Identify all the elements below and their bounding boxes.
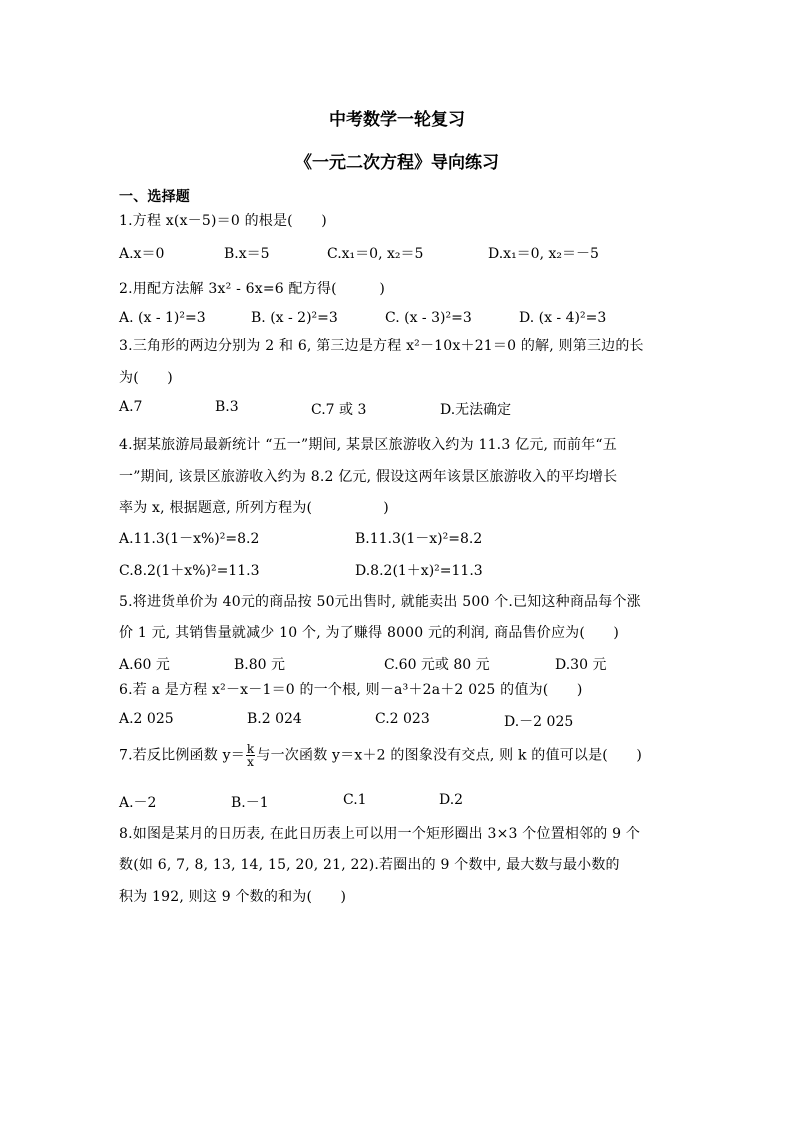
option-d: D.－2 025 xyxy=(504,714,574,730)
question-7-options xyxy=(119,792,719,812)
question-7-stem-post: 与一次函数 y＝x＋2 的图象没有交点, 则 k 的值可以是( ) xyxy=(256,747,643,764)
section-heading: 一、选择题 xyxy=(119,189,190,205)
question-8-stem-line-1: 8.如图是某月的日历表, 在此日历表上可以用一个矩形圈出 3×3 个位置相邻的 9 个 xyxy=(119,826,641,842)
question-7-stem xyxy=(119,743,642,768)
option-d: D.无法确定 xyxy=(440,402,512,418)
option-a: A.60 元 xyxy=(119,657,170,673)
fraction-numerator: k xyxy=(246,742,255,756)
question-8-stem-line-3: 积为 192, 则这 9 个数的和为( ) xyxy=(119,889,347,905)
question-8-stem-line-2: 数(如 6, 7, 8, 13, 14, 15, 20, 21, 22).若圈出的 9 个数中, 最大数与最小数的 xyxy=(119,857,620,873)
option-d: D.8.2(1＋x)²=11.3 xyxy=(355,563,483,579)
question-3-options xyxy=(119,399,719,419)
option-a: A.x＝0 xyxy=(119,246,165,262)
option-c: C.8.2(1＋x%)²=11.3 xyxy=(119,563,260,579)
option-c: C.x₁＝0, x₂＝5 xyxy=(327,246,424,262)
question-5-stem-line-2: 价 1 元, 其销售量就减少 10 个, 为了赚得 8000 元的利润, 商品售价应为( ) xyxy=(119,625,620,641)
option-b: B. (x - 2)²=3 xyxy=(251,310,338,326)
option-b: B.11.3(1－x)²=8.2 xyxy=(355,531,483,547)
option-b: B.x＝5 xyxy=(224,246,270,262)
option-b: B.2 024 xyxy=(247,711,302,727)
question-2-options xyxy=(119,310,719,330)
option-a: A.－2 xyxy=(119,795,157,811)
question-4-stem-line-1: 4.据某旅游局最新统计 “五一”期间, 某景区旅游收入约为 11.3 亿元, 而前年“五 xyxy=(119,437,617,453)
option-a: A.11.3(1－x%)²=8.2 xyxy=(119,531,260,547)
question-4-options-row-2 xyxy=(119,560,719,580)
question-4-options-row-1 xyxy=(119,528,719,548)
option-d: D.30 元 xyxy=(555,657,607,673)
option-c: C.7 或 3 xyxy=(311,402,367,418)
question-3-stem-line-1: 3.三角形的两边分别为 2 和 6, 第三边是方程 x²－10x＋21＝0 的解, 则第三边的长 xyxy=(119,338,644,354)
question-5-options xyxy=(119,654,719,674)
page-subtitle: 《一元二次方程》导向练习 xyxy=(295,153,499,173)
question-7-stem-pre: 7.若反比例函数 y＝ xyxy=(119,747,245,764)
question-6-options xyxy=(119,711,719,731)
page-title: 中考数学一轮复习 xyxy=(329,110,465,130)
question-1-stem: 1.方程 x(x－5)＝0 的根是( ) xyxy=(119,213,327,229)
question-4-stem-line-2: 一”期间, 该景区旅游收入约为 8.2 亿元, 假设这两年该景区旅游收入的平均增长 xyxy=(119,469,618,485)
fraction-denominator: x xyxy=(247,755,255,769)
option-a: A. (x - 1)²=3 xyxy=(119,310,206,326)
question-6-stem: 6.若 a 是方程 x²－x－1＝0 的一个根, 则－a³＋2a＋2 025 的值为( ) xyxy=(119,682,583,698)
question-1-options xyxy=(119,243,719,263)
option-b: B.－1 xyxy=(231,795,269,811)
question-4-stem-line-3: 率为 x, 根据题意, 所列方程为( ) xyxy=(119,500,389,516)
option-c: C. (x - 3)²=3 xyxy=(385,310,472,326)
option-d: D. (x - 4)²=3 xyxy=(519,310,607,326)
option-c: C.2 023 xyxy=(375,711,430,727)
option-c: C.1 xyxy=(343,792,367,808)
question-3-stem-line-2: 为( ) xyxy=(119,370,173,386)
question-5-stem-line-1: 5.将进货单价为 40元的商品按 50元出售时, 就能卖出 500 个.已知这种商品每个涨 xyxy=(119,594,641,610)
option-b: B.80 元 xyxy=(234,657,286,673)
option-a: A.2 025 xyxy=(119,711,174,727)
option-d: D.2 xyxy=(439,792,464,808)
option-a: A.7 xyxy=(119,399,143,415)
question-2-stem: 2.用配方法解 3x² - 6x=6 配方得( ) xyxy=(119,281,386,297)
option-c: C.60 元或 80 元 xyxy=(384,657,490,673)
fraction-k-over-x xyxy=(246,743,255,768)
option-b: B.3 xyxy=(215,399,239,415)
option-d: D.x₁＝0, x₂＝－5 xyxy=(488,246,599,262)
